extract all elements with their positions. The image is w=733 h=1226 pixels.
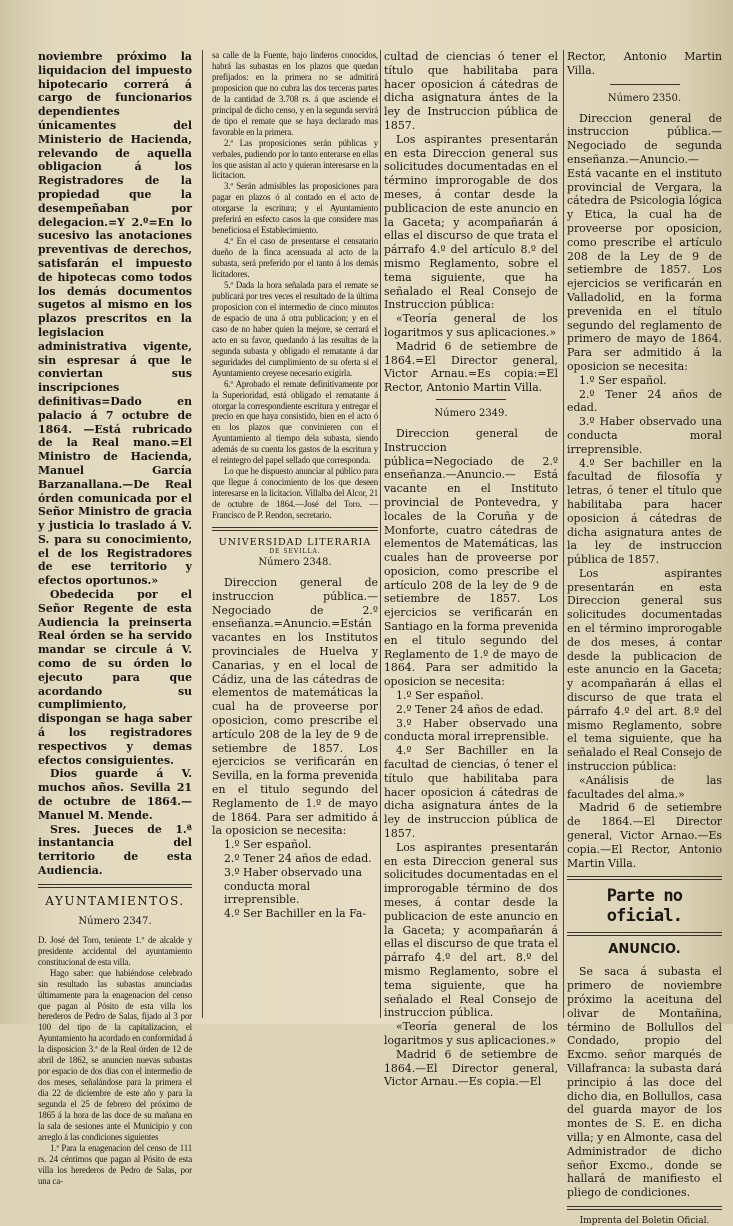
essay-topic: «Teoría general de los logaritmos y sus aplicaciones.» (384, 312, 558, 339)
section-heading: UNIVERSIDAD LITERARIA (218, 536, 372, 548)
list-item (212, 852, 378, 866)
column-rule (380, 50, 381, 1018)
essay-topic: «Teoría general de los logaritmos y sus aplicaciones.» (384, 1020, 558, 1047)
printer-imprint: Imprenta del Boletin Oficial. (579, 1215, 710, 1226)
signature-paragraph: Madrid 6 de setiembre de 1864.—El Director general, Victor Arnau.—Es copia.—El (384, 1047, 558, 1089)
section-heading: Parte no oficial. (606, 886, 683, 927)
item-number: 1.º (396, 689, 412, 703)
section-divider (567, 876, 722, 880)
section-divider (567, 1206, 722, 1210)
closing-paragraph: Lo que he dispuesto anunciar al público para que llegue á conocimiento de los que deseen interesarse en la licitacion. Villalba del Alcor, 21 de octubre de 1864.—José del Toro. —Francisco de P. Rendon, secretario. (212, 466, 378, 521)
signature-paragraph: Dios guarde á V. muchos años. Sevilla 21 de octubre de 1864.—Manuel M. Mende. (38, 767, 192, 822)
section-divider (567, 932, 722, 936)
column-rule (563, 50, 564, 1018)
column-1 (38, 50, 192, 1186)
item-number: 1.º (224, 838, 240, 852)
column-3 (384, 50, 558, 1089)
column-4 (567, 50, 722, 1226)
section-divider (212, 527, 378, 531)
column-rule (202, 50, 203, 1018)
section-heading: AYUNTAMIENTOS. (45, 893, 185, 908)
item-number: 2.º (224, 851, 240, 865)
announcement-body: Se saca á subasta el primero de noviembre próximo la aceituna del olivar de Montañina, término de Bollullos del Condado, propio del Excmo. señor marqués de Villafranca: la subasta dará principio á las doce del dicho dia, en Bollullos, casa del guarda mayor de los montes de S. E. en dicha villa; y en Almonte, casa del Administrador de dicho señor Excmo., donde se hallará de manifiesto el pliego de condiciones. (567, 965, 722, 1200)
item-number: 1.º (579, 373, 595, 387)
notice-paragraph: Los aspirantes presentarán en esta Direccion general sus solicitudes documentadas en el término improrogable de dos meses, á contar desde la publicacion de este anuncio en la Gaceta; y acompañarán á ellas el discurso de que trata el párrafo 4.º del art. 8.º del mismo Reglamento, sobre el tema siguiente, que ha señalado el Real Consejo de instruccion pública: (567, 566, 722, 774)
announcement-heading: ANUNCIO. (608, 942, 681, 958)
item-number: 2.º (396, 702, 412, 716)
signature-paragraph: Madrid 6 de setiembre de 1864.—El Director general, Victor Arnao.—Es copia.—El Rector, Antonio Martin Villa. (567, 801, 722, 870)
notice-paragraph: Los aspirantes presentarán en esta Direccion general sus solicitudes documentadas en el improrogable término de dos meses, á contar desde la publicacion de este anuncio en la Gaceta; y acompañarán á ellas el discurso de que trata el párrafo 4.º del art. 8.º del mismo Reglamento, sobre el tema siguiente, que ha señalado el Real Consejo de instruccion pública. (384, 840, 558, 1020)
notice-number: Número 2347. (78, 915, 152, 927)
list-item (212, 907, 378, 921)
item-number: 3.º (224, 865, 240, 879)
list-item (384, 689, 558, 703)
list-item (567, 374, 722, 388)
signature-paragraph: Madrid 6 de setiembre de 1864.=El Director general, Victor Arnau.=Es copia:=El Rector, Antonio Martin Villa. (384, 339, 558, 395)
condition-paragraph: 4.ª En el caso de presentarse el censatario dueño de la finca acensuada al acto de la subasta, será preferido por el tanto á los demás licitadores. (212, 236, 378, 280)
item-text: Haber observado una conducta moral irreprensible. (224, 865, 362, 907)
condition-paragraph: 3.ª Serán admisibles las proposiciones para pagar en plazos ó al contado en el acto de otorgarse la escritura; y el Ayuntamiento preferirá en esfecto casos la que considere mas beneficiosa el Establecimiento. (212, 181, 378, 236)
item-text: Tener 24 años de edad. (242, 851, 372, 865)
condition-paragraph: 4.º Ser bachiller en la facultad de filosofía y letras, ó tener el título que habilitaba para hacer oposicion á cátedras de dicha asignatura antes de la ley de instruccion pública de 1857. (567, 456, 722, 567)
item-text: Tener 24 años de edad. (414, 702, 544, 716)
decree-text: noviembre próximo la liquidacion del impuesto hipotecario correrá á cargo de funcionarios dependientes únicamentes del Ministerio de Hacienda, relevando de aquella obligacion á los Registradores de la propiedad que la desempeñaban por delegacion.=Y 2.º=En lo sucesivo las anotaciones preventivas de derechos, satisfarán el impuesto de hipotecas como todos los demás documentos sugetos al mismo en los plazos prescritos en la legislacion administrativa vigente, sin espresar á que le conviertan sus inscripciones definitivas=Dado en palacio á 7 octubre de 1864. —Está rubricado de la Real mano.=El Ministro de Hacienda, Manuel García Barzanallana.—De Real órden comunicada por el Señor Ministro de gracia y justicia lo traslado á V. S. para su conocimiento, el de los Registradores de ese territorio y efectos oportunos.» (38, 50, 192, 588)
list-item (212, 866, 378, 907)
notice-number: Número 2349. (434, 407, 508, 419)
list-item (212, 838, 378, 852)
item-text: Ser Bachiller en la Fa- (242, 907, 367, 921)
obedecida-paragraph: Obedecida por el Señor Regente de esta Audiencia la preinserta Real órden se ha servido mandar se circule á V. como de su órden lo ejecuto para que acordando su cumplimiento, dispongan se haga saber á los registradores respectivos y demas efectos consiguientes. (38, 588, 192, 767)
condition-paragraph: 5.ª Dada la hora señalada para el remate se publicará por tres veces el resultado de la última proposicion con el intermedio de cinco minutos de espacio de una á otra publicacion; y en el caso de no haber quien la mejore, se cerrará el acto en su favor, quedando á las resultas de la segunda subasta y obligado el rematante á dar seguridades del cumplimiento de su oferta si el Ayuntamiento creyese necesario exigirla. (212, 280, 378, 378)
signature-paragraph: Rector, Antonio Martin Villa. (567, 50, 722, 77)
item-number: 4.º (224, 907, 240, 921)
notice-paragraph: cultad de ciencias ó tener el título que habilitaba para hacer oposicion á cátedras de dicha asignatura ántes de la ley de Instruccion pública de 1857. (384, 50, 558, 132)
requirements-list (384, 689, 558, 717)
condition-paragraph: 6.ª Aprobado el remate definitivamente por la Superioridad, está obligado el rematante á otorgar la correspondiente escritura y entregar el precio en que haya consistido, bien en el acto ó en los plazos que convinieren con el Ayuntamiento al tiempo dela subasta, siendo además de su cuenta los gastos de la escritura y el reintegro del papel sellado que corresponda. (212, 378, 378, 466)
notice-paragraph: Direccion general de Instruccion pública=Negociado de 2.º enseñanza.—Anuncio.— Está vacante en el Instituto provincial de Pontevedra, y locales de la Coruña y de Monforte, cuatro cátedras de elementos de Matemáticas, las cuales han de proveerse por oposicion, como prescribe el artículo 208 de la ley de 9 de setiembre de 1857. Los ejercicios se verificarán en Santiago en la forma prevenida en el titulo segundo del Reglamento de 1.º de mayo de 1864. Para ser admitido la oposicion se necesita: (384, 426, 558, 689)
section-divider (38, 884, 192, 888)
list-item (384, 703, 558, 717)
condition-paragraph: 2.ª Las proposiciones serán públicas y verbales, pudiendo por lo tanto enterarse en ellas los que asistan al acto y quieran interesarse en la licitacion. (212, 137, 378, 181)
section-subheading: DE SEVILLA. (269, 547, 321, 555)
item-text: Ser español. (414, 689, 484, 703)
requirements-list (567, 374, 722, 388)
condition-paragraph: 3.º Haber observado una conducta moral irreprensible. (567, 415, 722, 456)
notice-paragraph: Hago saber: que habiéndose celebrado sin resultado las subastas anunciadas últimamente para la enagenacion del censo que pagan al Pósito de esta villa los herederos de Pedro de Salas, fijado al 3 por 100 del tipo de la capitalizacion, el Ayuntamiento ha acordado en conformidad á la disposicion 3.ª de la Real órden de 12 de abril de 1862, se anuncien nuevas subastas por espacio de dos dias con el intermedio de dos meses, señalándose para la primera el dia 22 de diciembre de este año y para la segunda el 25 de febrero del próximo de 1865 á la hora de las doce de su mañana en la sala de sesiones ante el Municipio y con arreglo á las condiciones siguientes (38, 967, 192, 1142)
notice-number: Número 2350. (607, 92, 682, 104)
essay-topic: «Análisis de las facultades del alma.» (567, 773, 722, 801)
item-text: Ser español. (242, 838, 312, 852)
notice-paragraph: Direccion general de instruccion pública.—Negociado de 2.º enseñanza.=Anuncio.=Están vacantes en los Institutos provinciales de Huelva y Canarias, y en el local de Cádiz, una de las cátedras de elementos de matemáticas la cual ha de proveerse por oposicion, como prescribe el artículo 208 de la ley de 9 de setiembre de 1857. Los ejercicios se verificarán en Sevilla, en la forma prevenida en el titulo segundo del Reglamento de 1.º de mayo de 1864. Para ser admitido á la oposicion se necesita: (212, 575, 378, 838)
notice-paragraph: Los aspirantes presentarán en esta Direccion general sus solicitudes documentadas en el término improrogable de dos meses, á contar desde la publicacion de este anuncio en la Gaceta; y acompañarán á ellas el discurso de que trata el párrafo 4.º del artículo 8.º del mismo Reglamento, sobre el tema siguiente, que ha señalado el Real Consejo de Instruccion pública: (384, 132, 558, 312)
addressee-paragraph: Sres. Jueces de 1.ª instantancia del territorio de esta Audiencia. (38, 822, 192, 878)
divider (610, 84, 680, 85)
condition-paragraph: sa calle de la Fuente, bajo linderos conocidos, habrá las subastas en los plazos que quedan prefijados: en la primera no se admitirá proposicion que no cubra las dos terceras partes de la cantidad de 3.708 rs. á que asciende el principal de dicho censo, y en la segunda servirá de tipo el remate que se haya declarado mas favorable en la primera. (212, 50, 378, 137)
notice-intro: D. José del Toro, teniente 1.º de alcalde y presidente accidental del ayuntamiento constitucional de esta villa. (38, 934, 192, 967)
condition-paragraph: 4.º Ser Bachiller en la facultad de ciencias, ó tener el título que habilitaba para hacer oposicion á cátedras de dicha asignatura ántes de la ley de instruccion pública de 1857. (384, 744, 558, 841)
condition-paragraph: 1.ª Para la enagenacion del censo de 111 rs. 24 céntimos que pagan al Pósito de esta villa los herederos de Pedro de Salas, por una ca- (38, 1142, 192, 1186)
notice-number: Número 2348. (258, 556, 332, 568)
condition-paragraph: 3.º Haber observado una conducta moral irreprensible. (384, 716, 558, 744)
column-2 (212, 50, 378, 1022)
condition-paragraph: 2.º Tener 24 años de edad. (567, 387, 722, 415)
requirements-list (212, 838, 378, 921)
divider (436, 399, 506, 400)
item-text: Ser español. (597, 373, 667, 387)
notice-paragraph: Direccion general de instruccion pública.—Negociado de segunda enseñanza.—Anuncio.— Está vacante en el instituto provincial de Vergara, la cátedra de Psicologia lógica y Etica, la cual ha de proveerse por oposicion, como prescribe el artículo 208 de la Ley de 9 de setiembre de 1857. Los ejercicios se verificarán en Valladolid, en la forma prevenida en el título segundo del reglamento de primero de mayo de 1864. Para ser admitido á la oposicion se necesita: (567, 111, 722, 373)
